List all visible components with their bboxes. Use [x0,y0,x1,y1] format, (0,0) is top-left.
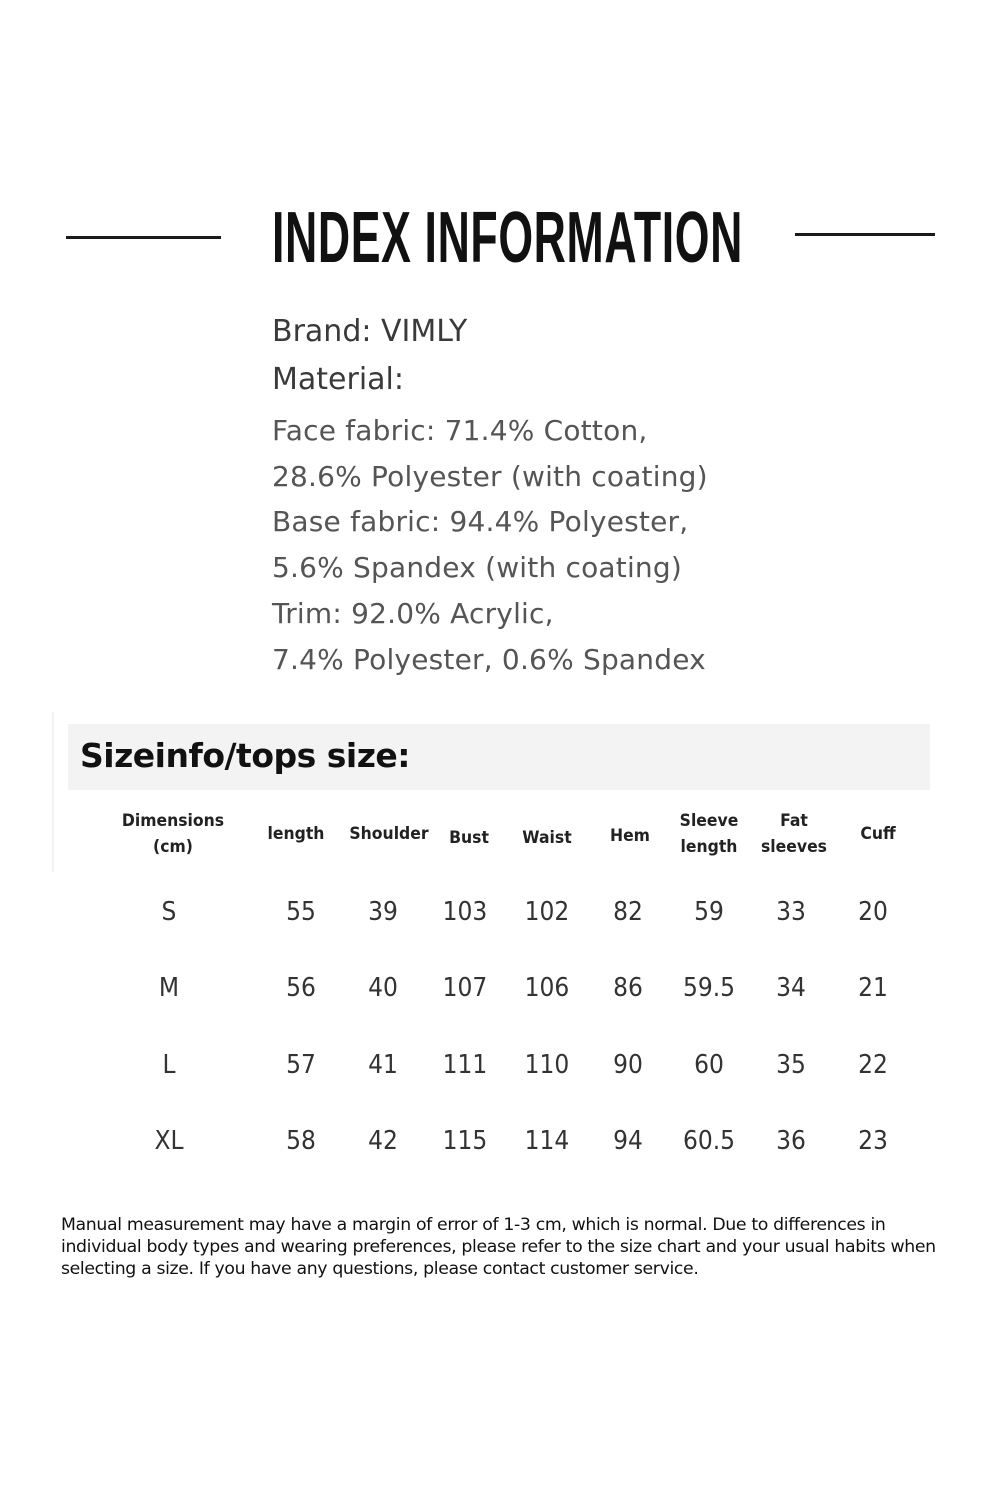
size-chart-header [68,724,930,790]
page-title: INDEX INFORMATION [272,198,743,278]
material-line: Face fabric: 71.4% Cotton, [272,414,648,447]
size-cell: M [158,973,180,1003]
table-cell: 86 [613,973,643,1003]
table-cell: 33 [776,897,806,927]
table-cell: 60.5 [682,1126,736,1156]
table-cell: 106 [524,973,570,1003]
table-cell: 107 [442,973,488,1003]
table-cell: 59.5 [682,973,736,1003]
table-cell: 56 [286,973,316,1003]
material-line: Base fabric: 94.4% Polyester, [272,505,689,539]
column-header-waist [510,825,584,851]
table-cell: 114 [524,1126,570,1156]
column-header-line: Dimensions [121,811,225,831]
column-header-line: sleeves [760,837,828,857]
column-header-bust [432,825,506,851]
material-line: Trim: 92.0% Acrylic, [272,596,554,630]
table-cell: 41 [368,1050,398,1080]
table-cell: 36 [776,1126,806,1156]
table-cell: 58 [286,1126,316,1156]
table-cell: 20 [858,897,888,927]
size-cell: L [162,1050,176,1080]
product-info [272,308,832,682]
table-cell: 94 [613,1126,643,1156]
material-label: Material: [272,362,404,397]
table-cell: 21 [858,973,888,1003]
table-cell: 57 [286,1050,316,1080]
column-header-line: Shoulder [349,824,429,844]
size-chart-edge [52,712,54,872]
column-header-line: Hem [609,826,650,846]
table-cell: 90 [613,1050,643,1080]
material-line: 7.4% Polyester, 0.6% Spandex [272,642,706,676]
table-cell: 103 [442,897,488,927]
size-chart [52,712,942,1172]
table-cell: 110 [524,1050,570,1080]
title-divider-right [795,233,935,236]
column-header-line: length [680,837,738,857]
title-divider-left [66,236,221,239]
column-header-sleeve-length [672,808,746,860]
column-header-line: Fat [780,811,808,831]
measurement-note: Manual measurement may have a margin of error of 1-3 cm, which is normal. Due to differences in individual body types and wearing preferences, please refer to the size chart and your usual habits when selecting a size. If you have any questions, please contact customer service. [61,1215,936,1279]
title-row [0,198,1000,278]
table-cell: 60 [694,1050,724,1080]
table-cell: 111 [442,1050,488,1080]
column-header-line: Sleeve [679,811,739,831]
brand-text: Brand: VIMLY [272,314,468,349]
material-line: 28.6% Polyester (with coating) [272,459,708,493]
table-cell: 42 [368,1126,398,1156]
table-cell: 115 [442,1126,488,1156]
column-header-line: Cuff [860,824,896,844]
column-header-fat-sleeves [757,808,831,860]
table-cell: 22 [858,1050,888,1080]
table-cell: 55 [286,897,316,927]
column-header-line: Bust [449,828,489,848]
table-cell: 23 [858,1126,888,1156]
column-header-shoulder [343,821,435,847]
material-line: 5.6% Spandex (with coating) [272,551,682,585]
column-header-line: length [267,824,325,844]
table-cell: 34 [776,973,806,1003]
table-cell: 82 [613,897,643,927]
column-header-line: Waist [522,828,572,848]
table-cell: 40 [368,973,398,1003]
column-header-hem [593,823,667,849]
table-cell: 39 [368,897,398,927]
size-cell: S [161,897,177,927]
size-cell: XL [154,1126,184,1156]
column-header-line: (cm) [153,837,193,857]
column-header-dimensions [118,808,228,860]
table-cell: 35 [776,1050,806,1080]
table-cell: 59 [694,897,724,927]
column-header-cuff [841,821,915,847]
size-chart-heading: Sizeinfo/tops size: [80,736,410,775]
table-cell: 102 [524,897,570,927]
column-header-length [250,821,342,847]
